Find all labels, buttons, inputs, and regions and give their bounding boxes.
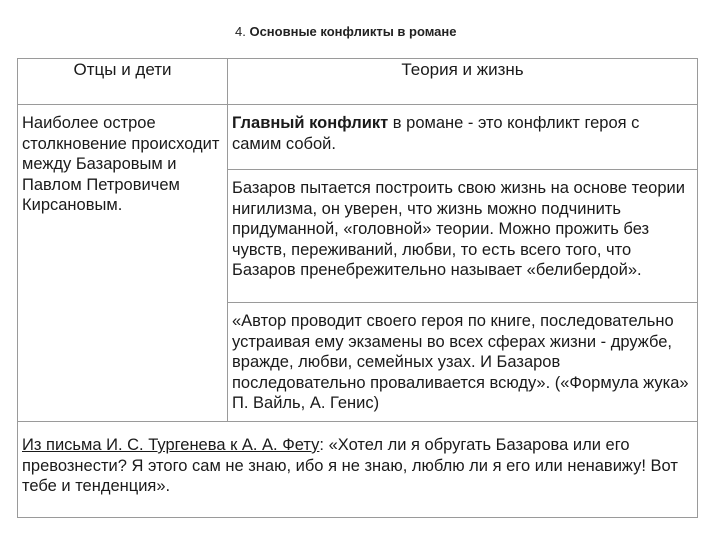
title-number: 4.: [235, 24, 246, 39]
title-text: Основные конфликты в романе: [249, 24, 457, 39]
right-cell-main-conflict: [228, 105, 698, 170]
header-fathers-and-sons: Отцы и дети: [18, 59, 228, 105]
conflicts-table: [17, 58, 698, 518]
footer-cell-letter: [18, 422, 698, 518]
main-conflict-text: в романе - это конфликт героя с самим собой.: [232, 114, 640, 153]
right-cell-author-quote: «Автор проводит своего героя по книге, последовательно устраивая ему экзамены во всех сферах жизни - дружбе, вражде, любви, семейных узах. И Базаров последовательно проваливается всюду». («Формула жука» П. Вайль, А. Генис): [228, 303, 698, 422]
letter-quote: : «Хотел ли я обругать Базарова или его превознести? Я этого сам не знаю, ибо я не знаю, люблю ли я его или ненавижу! Вот тебе и тенденция».: [22, 436, 678, 495]
letter-source: Из письма И. С. Тургенева к А. А. Фету: [22, 436, 320, 454]
header-theory-and-life: Теория и жизнь: [228, 59, 698, 105]
left-cell-clash: Наиболее острое столкновение происходит между Базаровым и Павлом Петровичем Кирсановым.: [18, 105, 228, 422]
page-title: [235, 24, 456, 39]
table-row: [18, 105, 698, 170]
main-conflict-bold: Главный конфликт: [232, 114, 389, 132]
right-cell-nihilism: Базаров пытается построить свою жизнь на основе теории нигилизма, он уверен, что жизнь можно подчинить придуманной, «головной» теории. Можно прожить без чувств, переживаний, любви, то есть всего того, что Базаров пренебрежительно называет «белибердой».: [228, 170, 698, 303]
header-row: [18, 59, 698, 105]
footer-row: [18, 422, 698, 518]
